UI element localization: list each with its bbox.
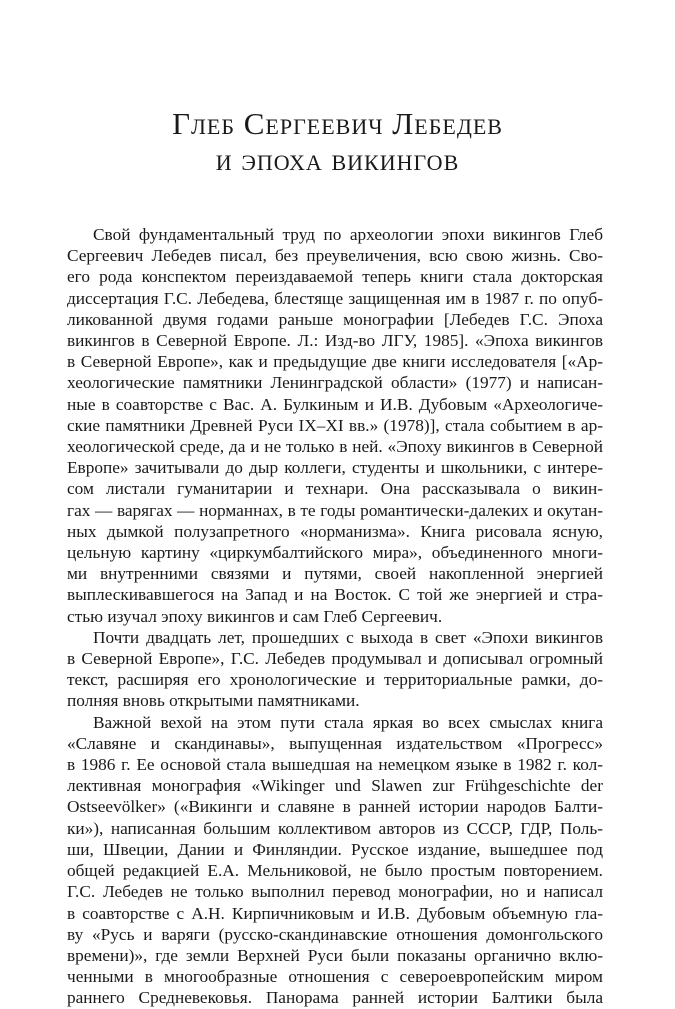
text-line: текст, расширяя его хронологические и территориальные рамки, до- (67, 670, 603, 690)
text-line: времени)», где земли Верхней Руси были показаны органично вклю- (67, 945, 603, 965)
text-line: Европе» зачитывали до дыр коллеги, студенты и школьники, с интере- (67, 458, 603, 478)
text-line: в соавторстве с А.Н. Кирпичниковым и И.В. Дубовым объемную гла- (67, 903, 603, 923)
text-line: полняя вновь открытыми памятниками. (67, 691, 360, 711)
text-line: лективная монография «Wikinger und Slawen zur Frühgeschichte der (67, 776, 603, 796)
text-line: Сергеевич Лебедев писал, без преувеличения, всю свою жизнь. Сво- (67, 246, 603, 266)
chapter-title-line-1: Глеб Сергеевич Лебедев (172, 106, 503, 141)
text-line: цельную картину «циркумбалтийского мира», объединенного многи- (67, 543, 603, 563)
chapter-title (0, 106, 675, 178)
text-line: ву «Русь и варяги (русско-скандинавские отношения домонгольского (67, 924, 603, 944)
text-line: раннего Средневековья. Панорама ранней истории Балтики была (67, 988, 603, 1008)
text-line: Свой фундаментальный труд по археологии эпохи викингов Глеб (93, 225, 603, 244)
text-line: в Северной Европе», как и предыдущие две книги исследователя [«Ар- (67, 352, 603, 372)
text-line: общей редакцией Е.А. Мельниковой, не было простым повторением. (67, 861, 603, 881)
text-line: в 1986 г. Ее основой стала вышедшая на немецком языке в 1982 г. кол- (67, 755, 603, 775)
text-line: ных дымкой полузапретного «норманизма». Книга рисовала ясную, (67, 521, 603, 541)
paragraph (67, 712, 603, 1009)
text-line: ми внутренними связями и путями, своей накопленной энергией (67, 564, 603, 584)
text-line: его рода конспектом переиздаваемой теперь книги стала докторская (67, 267, 603, 287)
text-line: стью изучал эпоху викингов и сам Глеб Сергеевич. (67, 606, 443, 626)
text-line: ные в соавторстве с Вас. А. Булкиным и И.В. Дубовым «Археологиче- (67, 394, 603, 414)
text-line: Важной вехой на этом пути стала яркая во всех смыслах книга (93, 712, 603, 732)
text-line: ликованной двумя годами раньше монографии [Лебедев Г.С. Эпоха (67, 309, 603, 329)
paragraph (67, 627, 603, 712)
text-line: Почти двадцать лет, прошедших с выхода в свет «Эпохи викингов (93, 627, 603, 647)
text-line: викингов в Северной Европе. Л.: Изд-во ЛГУ, 1985]. «Эпоха викингов (67, 331, 603, 351)
text-line: диссертация Г.С. Лебедева, блестяще защищенная им в 1987 г. по опуб- (67, 288, 603, 308)
text-line: ки»), написанная большим коллективом авторов из СССР, ГДР, Поль- (67, 818, 603, 838)
text-line: хеологической среде, да и не только в ней. «Эпоху викингов в Северной (67, 437, 603, 457)
text-line: Ostseevölker» («Викинги и славяне в ранней истории народов Балти- (67, 797, 603, 817)
text-line: Г.С. Лебедев не только выполнил перевод монографии, но и написал (67, 882, 603, 902)
body-text (67, 224, 603, 1009)
text-line: выплескивавшегося на Запад и на Восток. С той же энергией и стра- (67, 585, 603, 605)
text-line: ские памятники Древней Руси IX–XI вв.» (1978)], стала событием в ар- (67, 415, 603, 435)
text-line: ши, Швеции, Дании и Финляндии. Русское издание, вышедшее под (67, 839, 603, 859)
text-line: ченными в многообразные отношения с североевропейским миром (67, 967, 603, 987)
chapter-title-line-2: и эпоха викингов (215, 142, 460, 177)
text-line: сом листали гуманитарии и технари. Она рассказывала о викин- (67, 479, 603, 499)
text-line: «Славяне и скандинавы», выпущенная издательством «Прогресс» (67, 733, 603, 753)
text-line: гах — варягах — норманнах, в те годы романтически-далеких и окутан- (67, 500, 603, 520)
text-line: хеологические памятники Ленинградской области» (1977) и написан- (67, 373, 603, 393)
paragraph (67, 224, 603, 627)
text-line: в Северной Европе», Г.С. Лебедев продумывал и дописывал огромный (67, 649, 603, 669)
